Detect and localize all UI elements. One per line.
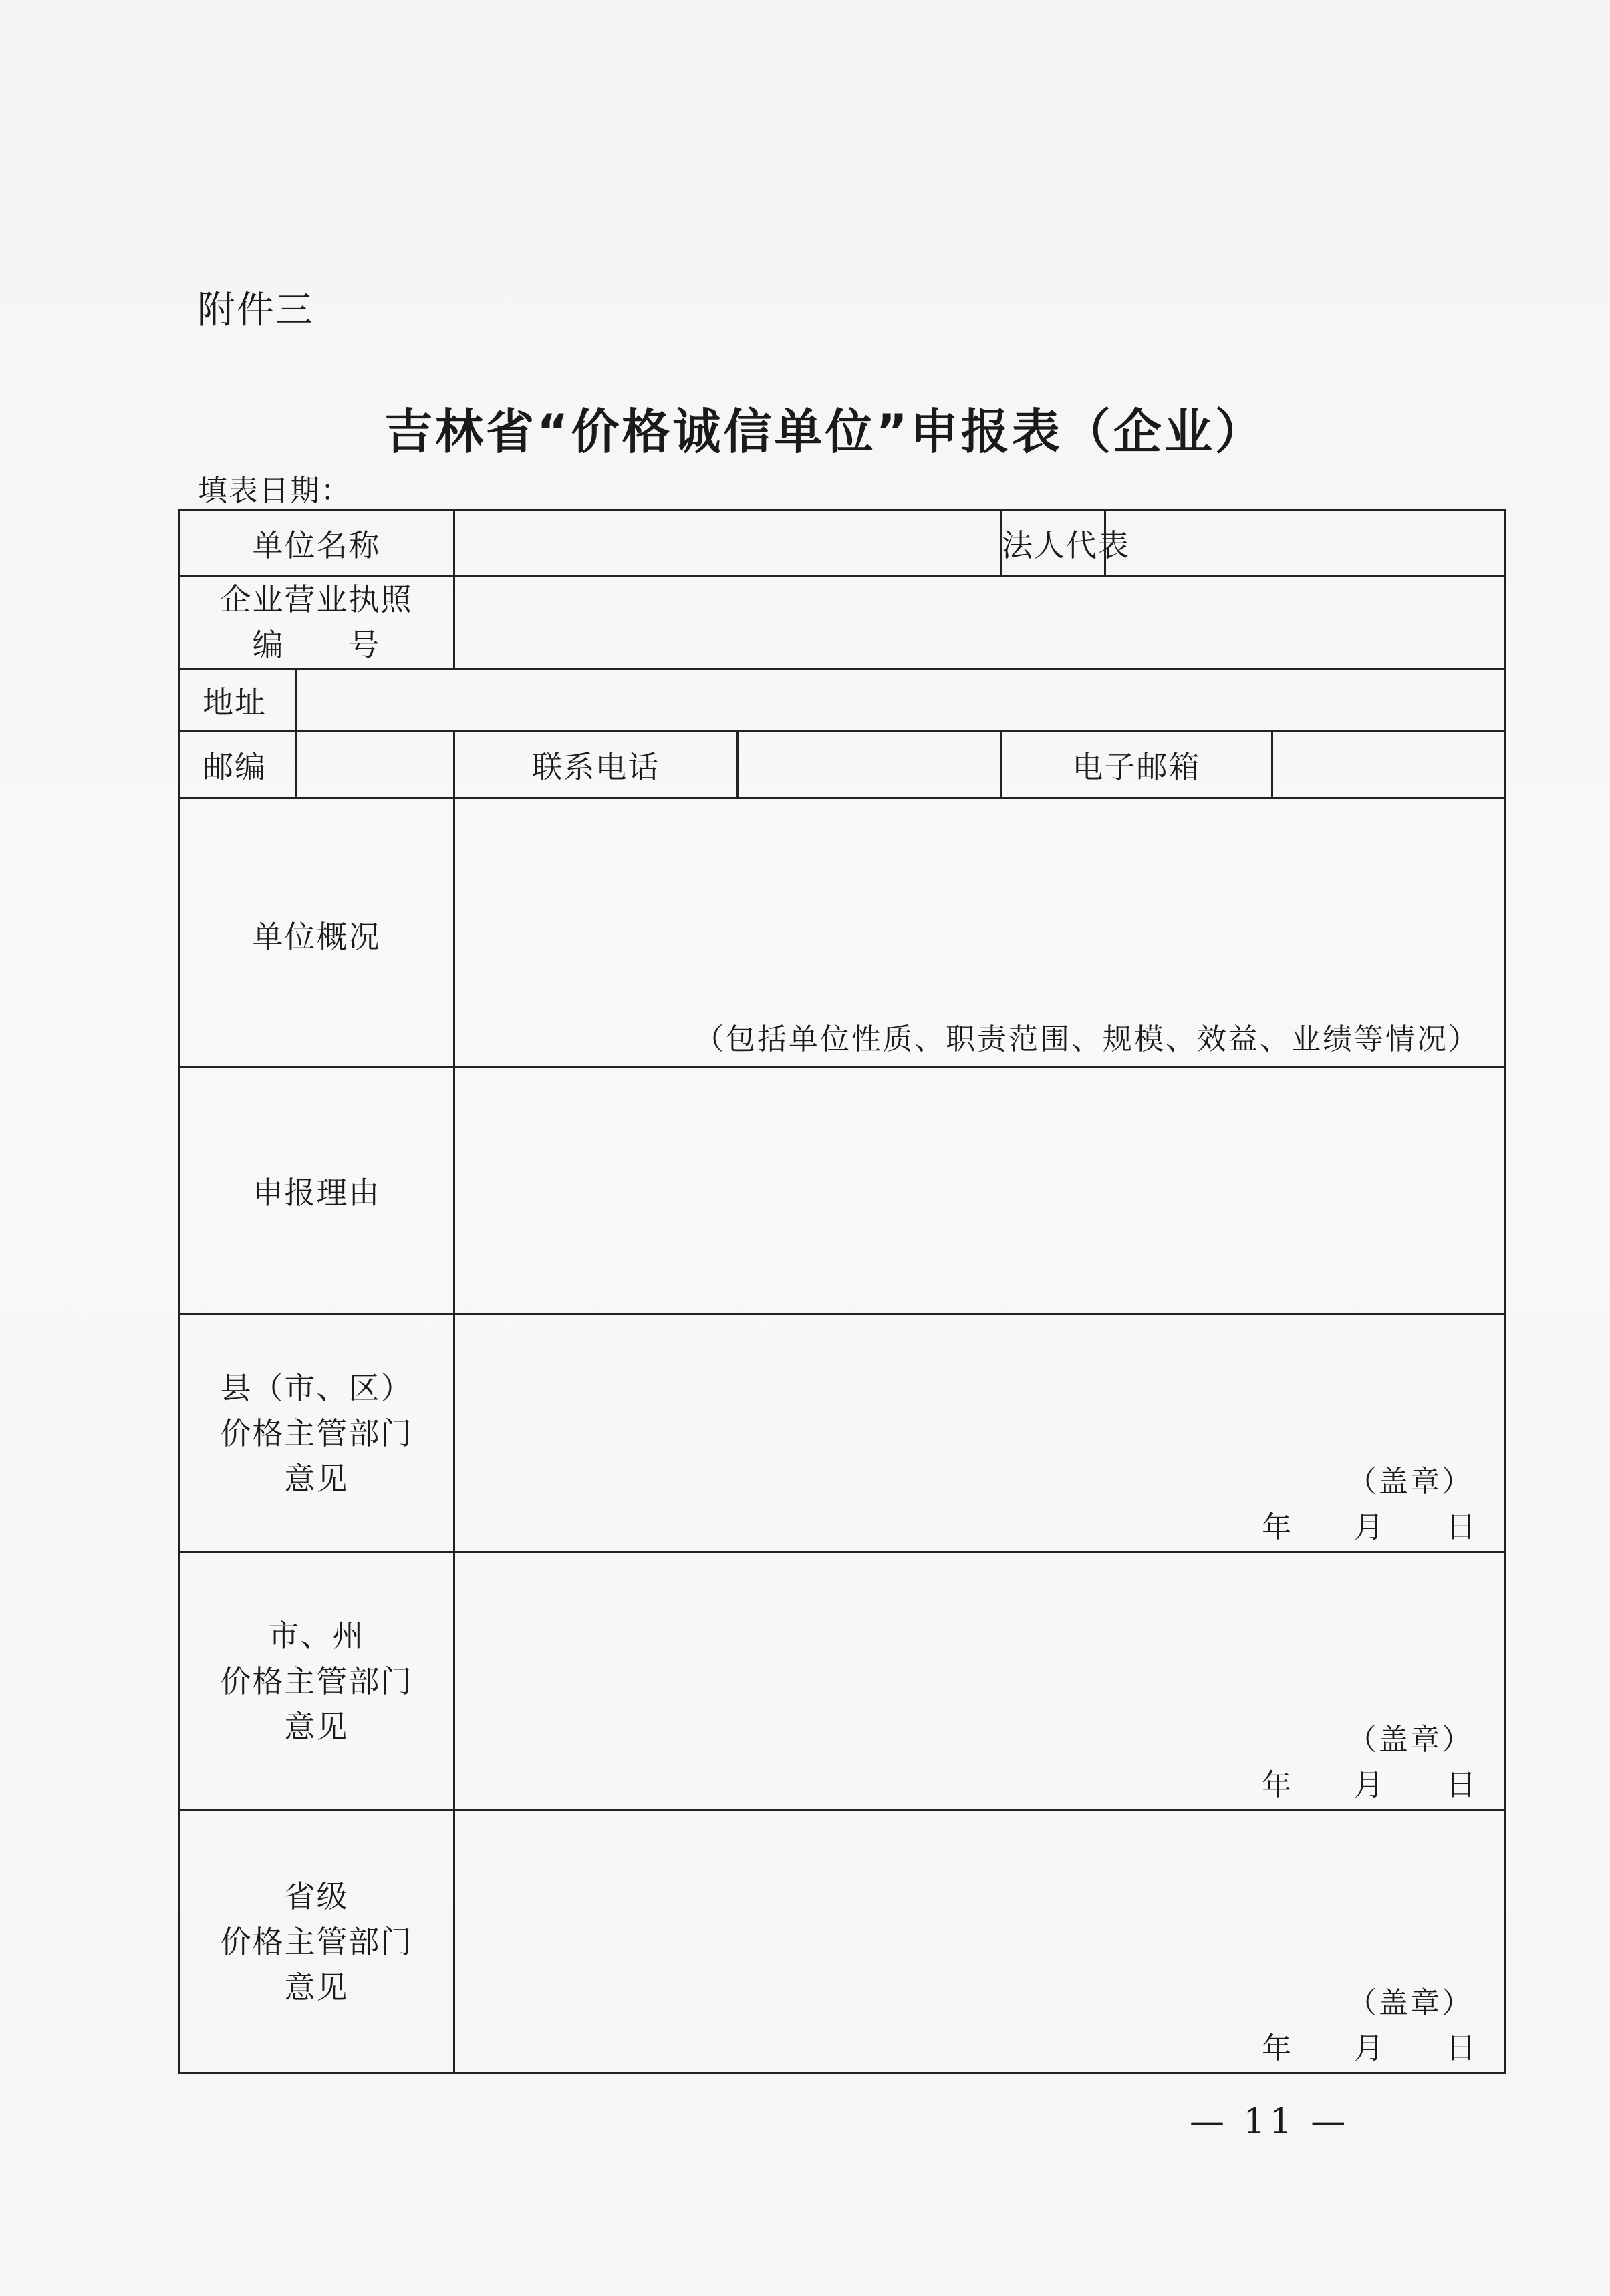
row-unit-name (179, 511, 1505, 576)
address-label: 地址 (179, 669, 297, 732)
legal-rep-label: 法人代表 (1001, 511, 1105, 576)
row-province-opinion (179, 1810, 1505, 2073)
phone-field[interactable] (738, 732, 1001, 799)
row-address (179, 669, 1505, 732)
reason-label: 申报理由 (179, 1067, 454, 1314)
county-date: 年 月 日 (1262, 1510, 1477, 1544)
unit-name-field[interactable] (454, 511, 1001, 576)
address-field[interactable] (297, 669, 1505, 732)
phone-label: 联系电话 (454, 732, 738, 799)
fill-date-label: 填表日期： (198, 474, 352, 508)
province-opinion-label: 省级 价格主管部门 意见 (179, 1810, 454, 2073)
form-title: 吉林省“价格诚信单位”申报表（企业） (384, 404, 1266, 460)
email-field[interactable] (1272, 732, 1505, 799)
license-number-label: 企业营业执照 编 号 (179, 576, 454, 669)
license-number-field[interactable] (454, 576, 1505, 669)
application-form (178, 509, 1504, 2069)
row-county-opinion (179, 1314, 1505, 1552)
row-overview (179, 799, 1505, 1067)
city-opinion-field[interactable] (454, 1552, 1505, 1810)
county-opinion-field[interactable] (454, 1314, 1505, 1552)
row-contact (179, 732, 1505, 799)
page-number: — 11 — (1190, 2102, 1350, 2142)
overview-note: （包括单位性质、职责范围、规模、效益、业绩等情况） (694, 1022, 1480, 1056)
legal-rep-field[interactable] (1105, 511, 1505, 576)
overview-field[interactable] (454, 799, 1505, 1067)
city-opinion-label: 市、州 价格主管部门 意见 (179, 1552, 454, 1810)
application-table (178, 509, 1506, 2074)
row-city-opinion (179, 1552, 1505, 1810)
attachment-label: 附件三 (198, 289, 314, 332)
city-seal-text: （盖章） (1347, 1723, 1473, 1757)
province-date: 年 月 日 (1262, 2031, 1477, 2065)
city-date: 年 月 日 (1262, 1768, 1477, 1802)
row-license (179, 576, 1505, 669)
province-seal-text: （盖章） (1347, 1986, 1473, 2020)
unit-name-label: 单位名称 (179, 511, 454, 576)
county-opinion-label: 县（市、区） 价格主管部门 意见 (179, 1314, 454, 1552)
email-label: 电子邮箱 (1001, 732, 1272, 799)
row-reason (179, 1067, 1505, 1314)
postcode-label: 邮编 (179, 732, 297, 799)
postcode-field[interactable] (297, 732, 454, 799)
county-seal-text: （盖章） (1347, 1465, 1473, 1499)
province-opinion-field[interactable] (454, 1810, 1505, 2073)
reason-field[interactable] (454, 1067, 1505, 1314)
overview-label: 单位概况 (179, 799, 454, 1067)
